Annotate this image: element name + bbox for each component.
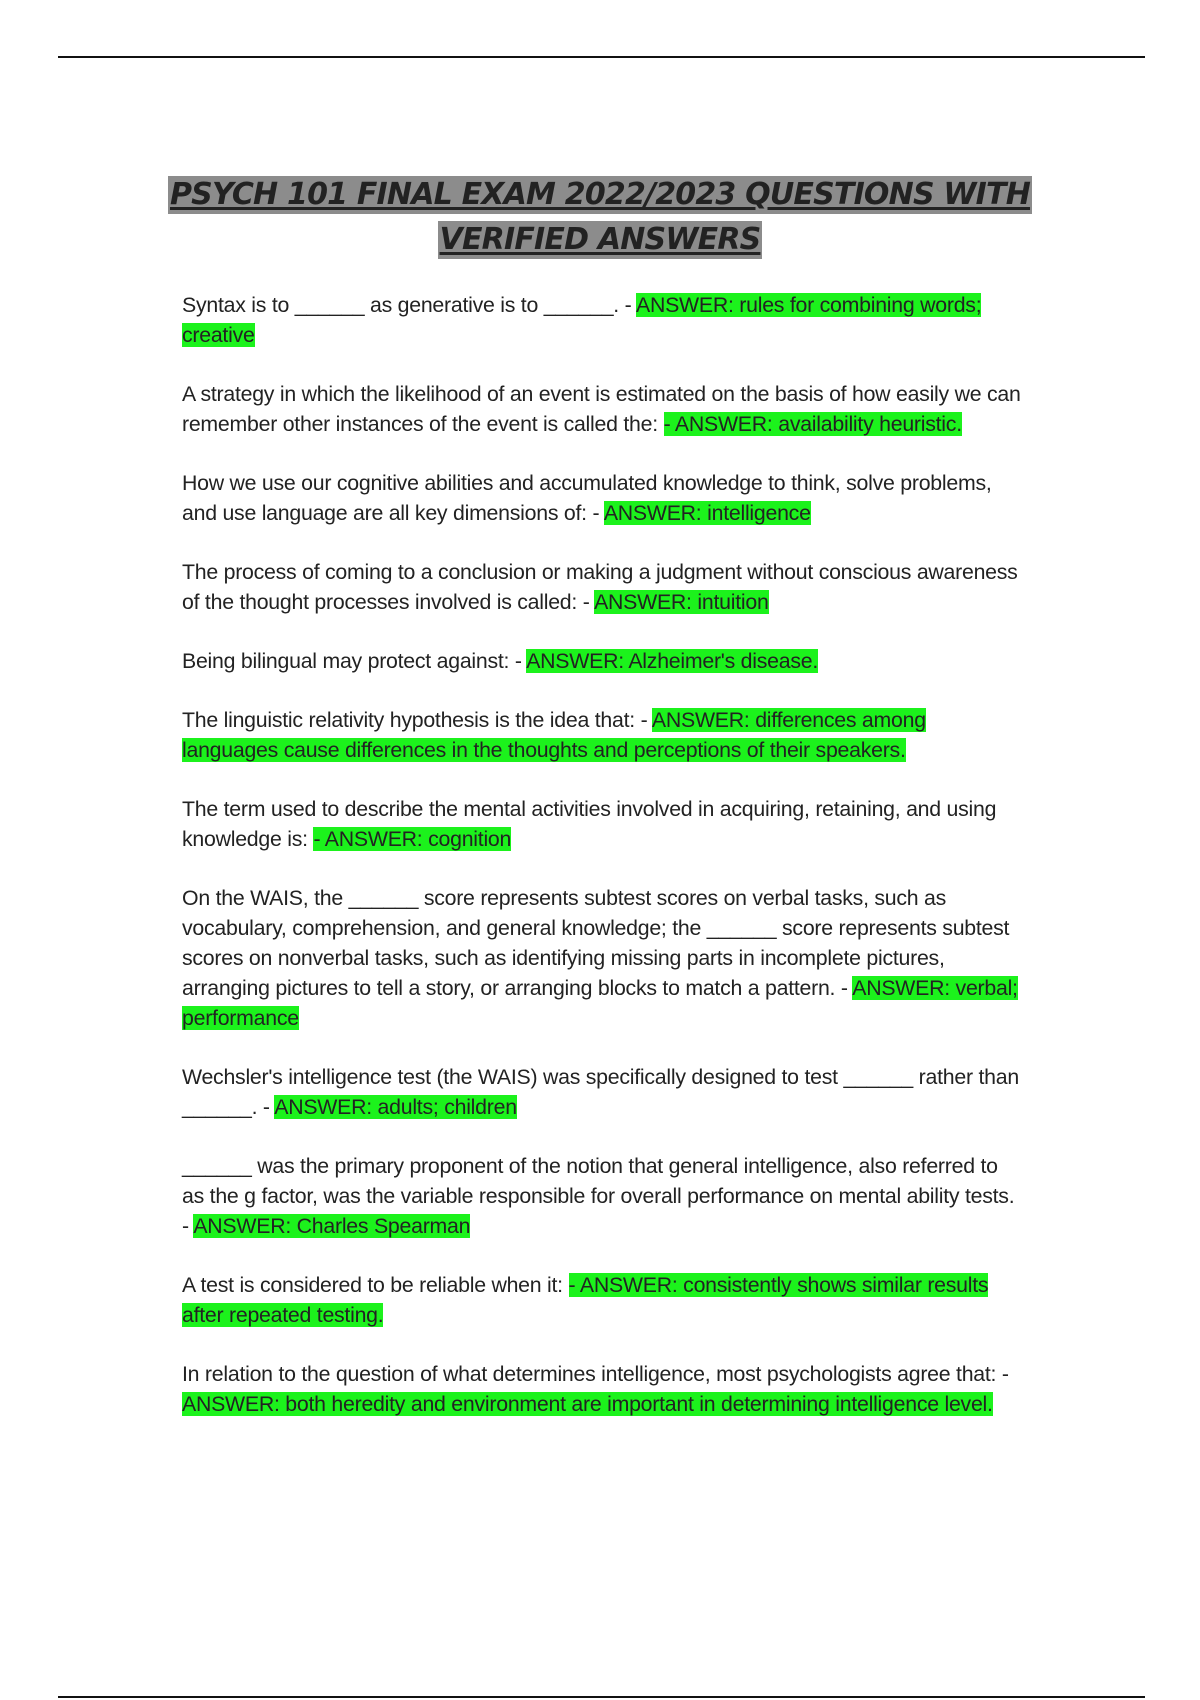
question-text: The process of coming to a conclusion or making a judgment without conscious awareness of the thought processes involved is called: - — [182, 560, 1018, 614]
question-text: How we use our cognitive abilities and accumulated knowledge to think, solve problems, and use language are all key dimensions of: - — [182, 471, 992, 525]
question-item-3 — [182, 468, 1022, 528]
answer-text: ANSWER: intuition — [594, 590, 769, 614]
question-item-2 — [182, 379, 1022, 439]
bottom-rule — [58, 1696, 1145, 1698]
answer-text: ANSWER: Charles Spearman — [193, 1214, 471, 1238]
top-rule — [58, 56, 1145, 58]
answer-text: ANSWER: rules for combining words; creative — [182, 293, 982, 347]
question-item-8 — [182, 883, 1022, 1033]
question-text: Wechsler's intelligence test (the WAIS) was specifically designed to test ______ rather than ______. - — [182, 1065, 1019, 1119]
answer-text: - ANSWER: cognition — [313, 827, 512, 851]
question-list — [182, 290, 1022, 1448]
question-item-5 — [182, 646, 1022, 676]
question-text: On the WAIS, the ______ score represents subtest scores on verbal tasks, such as vocabulary, comprehension, and general knowledge; the ______ score represents subtest scores on nonverbal tasks, such as identifying missing parts in incomplete pictures, arranging pictures to tell a story, or arranging blocks to match a pattern. - — [182, 886, 1010, 1000]
title-line-2: VERIFIED ANSWERS — [439, 222, 761, 257]
question-item-1 — [182, 290, 1022, 350]
title-line-1: PSYCH 101 FINAL EXAM 2022/2023 QUESTIONS WITH — [169, 177, 1031, 212]
answer-text: - ANSWER: availability heuristic. — [663, 412, 962, 436]
question-item-7 — [182, 794, 1022, 854]
question-item-6 — [182, 705, 1022, 765]
answer-text: ANSWER: Alzheimer's disease. — [526, 649, 818, 673]
answer-text: ANSWER: intelligence — [603, 501, 811, 525]
question-item-12 — [182, 1359, 1022, 1419]
question-text: The linguistic relativity hypothesis is the idea that: - — [182, 708, 652, 732]
question-text: A test is considered to be reliable when it: — [182, 1273, 569, 1297]
question-item-9 — [182, 1062, 1022, 1122]
question-text: In relation to the question of what determines intelligence, most psychologists agree that: - — [182, 1362, 1009, 1386]
answer-text: - ANSWER: consistently shows similar results after repeated testing. — [182, 1273, 989, 1327]
question-text: The term used to describe the mental activities involved in acquiring, retaining, and using knowledge is: — [182, 797, 997, 851]
question-text: A strategy in which the likelihood of an event is estimated on the basis of how easily we can remember other instances of the event is called the: — [182, 382, 1021, 436]
document-title — [0, 172, 1200, 262]
answer-text: ANSWER: adults; children — [274, 1095, 517, 1119]
question-text: Syntax is to ______ as generative is to ______. - — [182, 293, 636, 317]
question-item-10 — [182, 1151, 1022, 1241]
answer-text: ANSWER: both heredity and environment are important in determining intelligence level. — [182, 1392, 993, 1416]
question-item-4 — [182, 557, 1022, 617]
question-text: ______ was the primary proponent of the notion that general intelligence, also referred to as the g factor, was the variable responsible for overall performance on mental ability tests. - — [182, 1154, 1015, 1238]
answer-text: ANSWER: verbal; performance — [182, 976, 1018, 1030]
question-item-11 — [182, 1270, 1022, 1330]
question-text: Being bilingual may protect against: - — [182, 649, 527, 673]
answer-text: ANSWER: differences among languages cause differences in the thoughts and perceptions of their speakers. — [182, 708, 926, 762]
